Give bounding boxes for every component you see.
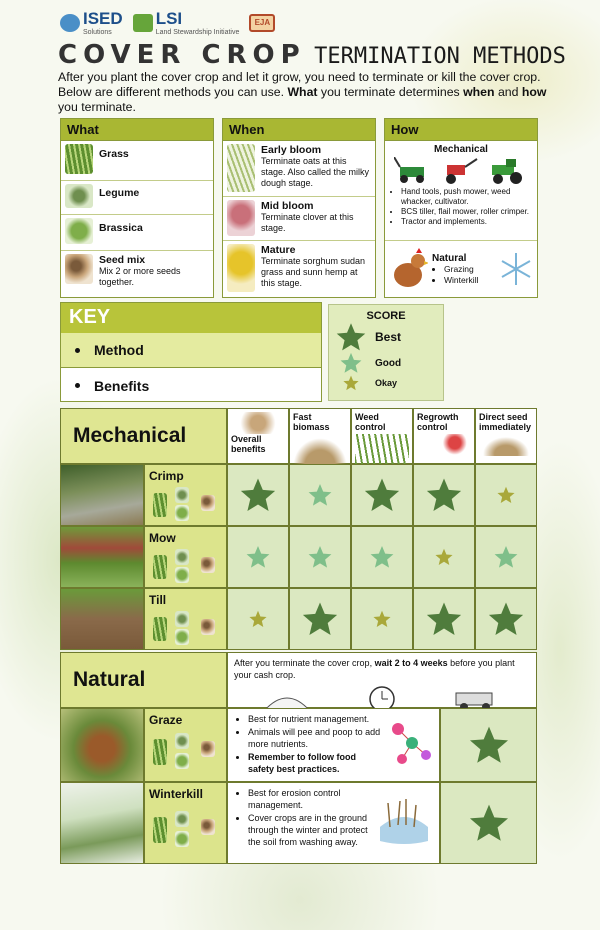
when-item-early-bloom: Early bloom Terminate oats at this stage. Also called the milky dough stage. — [223, 141, 375, 197]
star-shape — [249, 611, 266, 627]
push-mower-icon — [394, 157, 430, 185]
till-score-cell — [289, 588, 351, 650]
key-heading: KEY — [61, 303, 321, 333]
legume-icon — [175, 611, 189, 627]
when-panel — [222, 118, 376, 298]
crimp-photo — [60, 464, 144, 526]
when-item-mature: Mature Terminate sorghum sudan grass and sunn hemp at this stage. — [223, 241, 375, 297]
oat-icon — [227, 144, 255, 192]
col-fast-biomass: Fast biomass — [289, 408, 351, 464]
star-shape — [371, 546, 394, 568]
star-best-icon — [426, 601, 462, 637]
grass-icon — [153, 817, 167, 843]
mechanical-heading: Mechanical — [60, 408, 227, 464]
mow-score-cell — [413, 526, 475, 588]
star-shape — [303, 602, 337, 635]
star-good-icon — [370, 545, 394, 569]
key-benefits: Benefits — [61, 368, 321, 403]
winterkill-notes: • Best for erosion control management. • Cover crops are in the ground through the winter and protect the soil from washing away. — [227, 782, 440, 864]
grass-icon — [153, 555, 167, 579]
how-panel — [384, 118, 538, 298]
star-best-icon — [240, 477, 276, 513]
star-best-icon — [364, 477, 400, 513]
brassica-icon — [175, 505, 189, 521]
ised-logo: ISED Solutions — [60, 11, 123, 36]
key-method: Method — [61, 333, 321, 368]
graze-notes: • Best for nutrient management. • Animals will pee and poop to add more nutrients. • Remember to follow food safety best practices. — [227, 708, 440, 782]
crimp-score-cell — [475, 464, 537, 526]
till-label: Till — [144, 588, 227, 650]
winterkill-photo — [60, 782, 144, 864]
grass-icon — [153, 617, 167, 641]
till-score-cell — [413, 588, 475, 650]
clover-icon — [227, 200, 255, 236]
star-okay-icon — [497, 486, 515, 504]
brassica-icon — [175, 753, 189, 769]
sunn-hemp-icon — [227, 244, 255, 292]
seed-mix-icon — [65, 254, 93, 284]
mow-score-cell — [475, 526, 537, 588]
what-item-legume: Legume — [61, 181, 213, 215]
star-shape — [489, 602, 523, 635]
star-okay-icon — [335, 375, 367, 391]
star-shape — [469, 727, 507, 763]
seed-mix-icon — [201, 557, 215, 573]
star-shape — [495, 546, 518, 568]
score-best: Best — [329, 322, 443, 352]
legume-icon — [175, 811, 189, 827]
chicken-icon — [388, 245, 428, 293]
what-item-grass: Grass — [61, 141, 213, 181]
seed-mix-icon — [201, 741, 215, 757]
star-best-icon — [469, 803, 509, 843]
star-shape — [497, 487, 514, 503]
mow-score-cell — [289, 526, 351, 588]
what-heading: What — [61, 119, 213, 141]
star-shape — [247, 546, 270, 568]
till-score-cell — [351, 588, 413, 650]
star-shape — [309, 484, 332, 506]
soil-roots-icon — [376, 797, 432, 847]
star-best-icon — [302, 601, 338, 637]
star-shape — [435, 549, 452, 565]
lsi-logo-icon — [133, 14, 153, 32]
till-score-cell — [475, 588, 537, 650]
star-good-icon — [308, 545, 332, 569]
col-overall-benefits: Overall benefits — [227, 408, 289, 464]
nutrient-molecule-icon — [388, 719, 434, 769]
col-weed-control: Weed control — [351, 408, 413, 464]
snowflake-icon — [498, 251, 534, 287]
what-item-seed-mix: Seed mix Mix 2 or more seeds together. — [61, 251, 213, 297]
seed-mix-icon — [201, 619, 215, 635]
star-shape — [427, 602, 461, 635]
logo-bar — [60, 10, 275, 36]
page-title: COVER CROP TERMINATION METHODS — [58, 40, 566, 70]
star-shape — [427, 478, 461, 511]
star-good-icon — [335, 352, 367, 374]
star-okay-icon — [249, 610, 267, 628]
graze-label: Graze — [144, 708, 227, 782]
mow-label: Mow — [144, 526, 227, 588]
grass-icon — [65, 144, 93, 174]
star-shape — [343, 376, 358, 390]
star-okay-icon — [373, 610, 391, 628]
star-shape — [373, 611, 390, 627]
till-score-cell — [227, 588, 289, 650]
legume-icon — [175, 549, 189, 565]
grass-icon — [153, 493, 167, 517]
mow-photo — [60, 526, 144, 588]
winterkill-label: Winterkill — [144, 782, 227, 864]
brassica-icon — [175, 567, 189, 583]
when-heading: When — [223, 119, 375, 141]
star-shape — [469, 805, 507, 841]
how-natural: Natural • Grazing • Winterkill — [385, 241, 537, 297]
crimp-score-cell — [227, 464, 289, 526]
col-direct-seed: Direct seed immediately — [475, 408, 537, 464]
lsi-logo: LSI Land Stewardship Initiative — [133, 11, 240, 36]
brassica-icon — [175, 831, 189, 847]
crimp-label: Crimp — [144, 464, 227, 526]
what-panel — [60, 118, 214, 298]
star-best-icon — [469, 725, 509, 765]
star-shape — [365, 478, 399, 511]
legume-icon — [65, 184, 93, 208]
walk-tractor-icon — [439, 157, 479, 185]
legume-icon — [175, 733, 189, 749]
seed-mix-icon — [201, 819, 215, 835]
score-okay: Okay — [329, 374, 443, 392]
star-good-icon — [246, 545, 270, 569]
star-shape — [337, 323, 366, 350]
legume-icon — [175, 487, 189, 503]
star-best-icon — [335, 322, 367, 352]
score-legend: SCORE Best Good Okay — [328, 304, 444, 401]
star-okay-icon — [435, 548, 453, 566]
natural-heading: Natural — [60, 652, 227, 708]
how-heading: How — [385, 119, 537, 141]
star-best-icon — [426, 477, 462, 513]
star-good-icon — [494, 545, 518, 569]
what-item-brassica: Brassica — [61, 215, 213, 251]
grass-icon — [153, 739, 167, 765]
score-good: Good — [329, 352, 443, 374]
star-shape — [241, 478, 275, 511]
crimp-score-cell — [413, 464, 475, 526]
mow-score-cell — [227, 526, 289, 588]
crimp-score-cell — [351, 464, 413, 526]
winterkill-score — [440, 782, 537, 864]
when-item-mid-bloom: Mid bloom Terminate clover at this stage. — [223, 197, 375, 241]
graze-photo — [60, 708, 144, 782]
star-best-icon — [488, 601, 524, 637]
graze-score — [440, 708, 537, 782]
brassica-icon — [175, 629, 189, 645]
star-shape — [341, 353, 362, 373]
star-good-icon — [308, 483, 332, 507]
key-legend — [60, 302, 322, 402]
how-mechanical: Mechanical • Hand tools, push mower, weed whacker, cultivator. • BCS tiller, flail mower, roller crimper. • Tractor and implements. — [385, 141, 537, 241]
mow-score-cell — [351, 526, 413, 588]
seed-mix-icon — [201, 495, 215, 511]
natural-note: After you terminate the cover crop, wait 2 to 4 weeks before you plant your cash crop. — [227, 652, 537, 708]
intro-text: After you plant the cover crop and let it grow, you need to terminate or kill the cover crop. Below are different methods you can use. What you terminate determines when and how you terminate. — [58, 70, 547, 114]
eja-logo: EJA — [249, 14, 275, 32]
crimp-score-cell — [289, 464, 351, 526]
ised-logo-icon — [60, 14, 80, 32]
col-regrowth-control: Regrowth control — [413, 408, 475, 464]
tractor-icon — [488, 157, 528, 185]
star-shape — [309, 546, 332, 568]
brassica-icon — [65, 218, 93, 244]
till-photo — [60, 588, 144, 650]
